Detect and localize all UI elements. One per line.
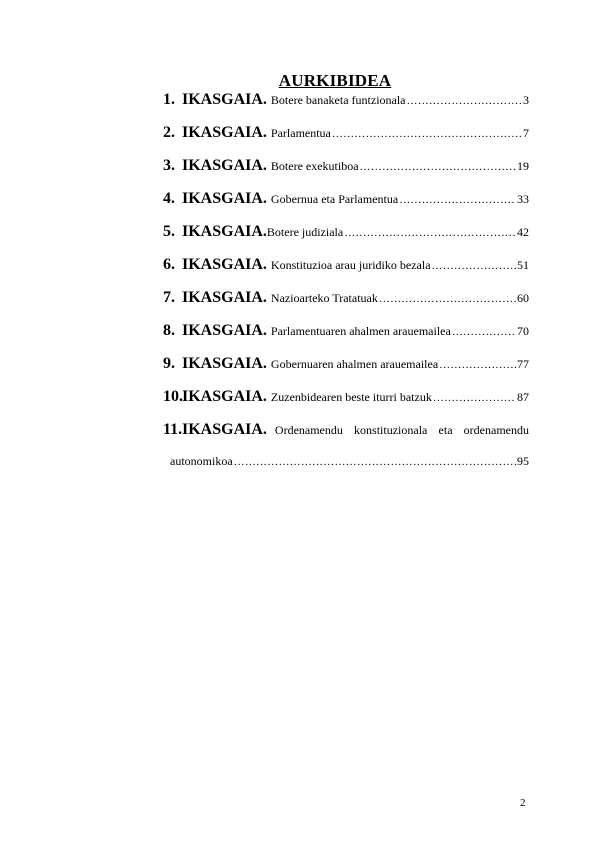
entry-title: Parlamentuaren ahalmen arauemailea: [270, 324, 451, 338]
entry-title: Botere banaketa funtzionala: [270, 93, 406, 107]
entry-keyword: IKASGAIA.: [182, 91, 267, 108]
entry-title: Nazioarteko Tratatuak: [270, 291, 378, 305]
entry-title: Gobernua eta Parlamentua: [270, 192, 399, 206]
entry-number: 6.: [163, 256, 175, 273]
toc-entry: [163, 223, 529, 256]
entry-number: 9.: [163, 355, 175, 372]
entry-keyword: IKASGAIA.: [182, 223, 267, 240]
dot-leader: [407, 95, 522, 107]
entry-title: Ordenamendu konstituzionala eta ordenamendu: [274, 423, 529, 437]
entry-page: 60: [517, 291, 529, 305]
entry-number: 4.: [163, 190, 175, 207]
entry-page: 19: [517, 159, 529, 173]
entry-keyword: IKASGAIA.: [182, 289, 267, 306]
entry-page: 33: [517, 192, 529, 206]
toc-title: AURKIBIDEA: [278, 71, 392, 90]
entry-title: Konstituzioa arau juridiko bezala: [270, 258, 431, 272]
entry-number: 11.: [163, 421, 183, 438]
dot-leader: [399, 194, 516, 206]
toc-entry: [163, 355, 529, 388]
entry-page: 42: [517, 225, 529, 239]
page-number: 2: [520, 797, 526, 809]
toc-entry: [163, 388, 529, 421]
toc-entry: [163, 256, 529, 289]
entry-title: Zuzenbidearen beste iturri batzuk: [270, 390, 432, 404]
entry-number: 10.: [163, 388, 183, 405]
entry-number: 3.: [163, 157, 175, 174]
entry-page: 7: [523, 126, 529, 140]
entry-keyword: IKASGAIA.: [182, 256, 267, 273]
entry-keyword: IKASGAIA.: [182, 421, 267, 438]
entry-number: 7.: [163, 289, 175, 306]
entry-keyword: IKASGAIA.: [182, 388, 267, 405]
dot-leader: [439, 359, 516, 371]
entry-title: Botere exekutiboa: [270, 159, 359, 173]
toc-entry: [163, 190, 529, 223]
toc-entry: [163, 421, 529, 487]
toc-entry: [163, 157, 529, 190]
dot-leader: [332, 128, 522, 140]
entry-keyword: IKASGAIA.: [182, 157, 267, 174]
dot-leader: [452, 326, 516, 338]
entry-title: Gobernuaren ahalmen arauemailea: [270, 357, 439, 371]
entry-title-continued: autonomikoa: [170, 454, 233, 468]
dot-leader: [379, 293, 516, 305]
dot-leader: [234, 456, 516, 468]
entry-page: 51: [517, 258, 529, 272]
entry-number: 2.: [163, 124, 175, 141]
entry-number: 8.: [163, 322, 175, 339]
toc-list: [163, 91, 529, 487]
dot-leader: [432, 260, 516, 272]
entry-page: 3: [523, 93, 529, 107]
entry-title: Botere judiziala: [266, 225, 344, 239]
entry-keyword: IKASGAIA.: [182, 190, 267, 207]
entry-page: 77: [517, 357, 529, 371]
entry-page: 87: [517, 390, 529, 404]
entry-page: 70: [517, 324, 529, 338]
toc-entry: [163, 91, 529, 124]
toc-entry: [163, 124, 529, 157]
dot-leader: [360, 161, 516, 173]
dot-leader: [344, 227, 516, 239]
entry-number: 5.: [163, 223, 175, 240]
entry-keyword: IKASGAIA.: [182, 124, 267, 141]
entry-page: 95: [517, 454, 529, 468]
toc-entry: [163, 322, 529, 355]
toc-entry: [163, 289, 529, 322]
entry-title: Parlamentua: [270, 126, 331, 140]
dot-leader: [433, 392, 516, 404]
entry-keyword: IKASGAIA.: [182, 322, 267, 339]
entry-number: 1.: [163, 91, 175, 108]
entry-keyword: IKASGAIA.: [182, 355, 267, 372]
